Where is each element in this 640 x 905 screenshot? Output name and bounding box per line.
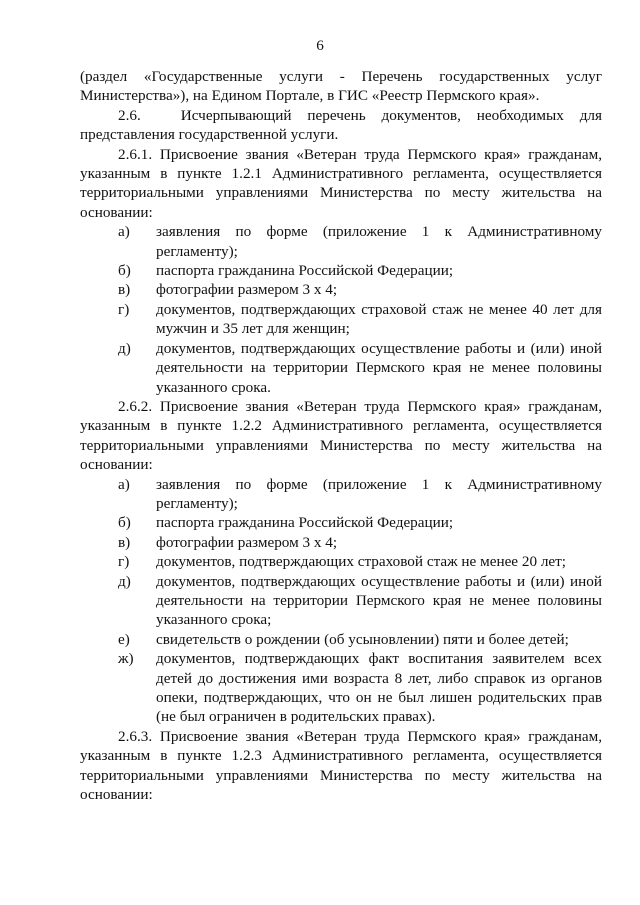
list-marker: в)	[118, 281, 131, 299]
list-item-text: документов, подтверждающих факт воспитания заявителем всех детей до достижения ими возраста 8 лет, либо справок из органов опеки, подтверждающих, что он не был лишен родительских прав (не был ограничен в родительских правах).	[156, 650, 602, 726]
list-item	[80, 572, 602, 630]
list-marker: б)	[118, 514, 131, 532]
list-marker: а)	[118, 223, 130, 241]
list-item-text: документов, подтверждающих страховой стаж не менее 40 лет для мужчин и 35 лет для женщин;	[156, 300, 602, 338]
list-item-text: паспорта гражданина Российской Федерации;	[156, 262, 454, 280]
list-item	[80, 630, 602, 649]
page-number: 6	[316, 37, 324, 54]
section-2-6-3-intro: 2.6.3. Присвоение звания «Ветеран труда Пермского края» гражданам, указанным в пункте 1.2.3 Административного регламента, осуществляется территориальными управлениями Министерства по месту жительства на основании:	[80, 727, 602, 804]
list-item	[80, 300, 602, 339]
list-item	[80, 475, 602, 514]
list-item-text: документов, подтверждающих осуществление работы и (или) иной деятельности на территории Пермского края не менее половины указанного срока;	[156, 572, 602, 629]
list-item-text: заявления по форме (приложение 1 к Административному регламенту);	[156, 223, 602, 260]
list-item	[80, 261, 602, 280]
document-body	[80, 67, 602, 804]
list-item	[80, 339, 602, 397]
list-marker: а)	[118, 475, 130, 493]
list-item	[80, 649, 602, 727]
list-item	[80, 552, 602, 571]
list-marker: г)	[118, 553, 130, 571]
section-number: 2.6.	[118, 106, 141, 124]
list-item-text: свидетельств о рождении (об усыновлении) пяти и более детей;	[156, 630, 569, 648]
list-marker: в)	[118, 533, 131, 551]
list-item-text: фотографии размером 3 x 4;	[156, 281, 338, 299]
list-item-text: паспорта гражданина Российской Федерации;	[156, 514, 454, 532]
list-item	[80, 533, 602, 552]
paragraph-continuation: (раздел «Государственные услуги - Перечень государственных услуг Министерства»), на Едином Портале, в ГИС «Реестр Пермского края».	[80, 68, 602, 105]
list-item	[80, 513, 602, 532]
list-marker: д)	[118, 572, 131, 590]
list-item-text: документов, подтверждающих страховой стаж не менее 20 лет;	[156, 553, 567, 571]
section-2-6-2-intro: 2.6.2. Присвоение звания «Ветеран труда Пермского края» гражданам, указанным в пункте 1.2.2 Административного регламента, осуществляется территориальными управлениями Министерства по месту жительства на основании:	[80, 397, 602, 474]
list-item-text: фотографии размером 3 x 4;	[156, 533, 338, 551]
list-marker: д)	[118, 339, 131, 357]
list-item-text: документов, подтверждающих осуществление работы и (или) иной деятельности на территории Пермского края не менее половины указанного срока.	[156, 339, 602, 396]
section-2-6	[80, 106, 602, 145]
list-marker: б)	[118, 262, 131, 280]
section-2-6-1-intro: 2.6.1. Присвоение звания «Ветеран труда Пермского края» гражданам, указанным в пункте 1.2.1 Административного регламента, осуществляется территориальными управлениями Министерства по месту жительства на основании:	[80, 145, 602, 221]
list-item	[80, 280, 602, 299]
list-marker: е)	[118, 630, 130, 648]
section-text: Исчерпывающий перечень документов, необходимых для представления государственной услуги.	[80, 106, 602, 144]
list-marker: ж)	[118, 650, 134, 668]
list-item-text: заявления по форме (приложение 1 к Административному регламенту);	[156, 475, 602, 512]
list-item	[80, 222, 602, 261]
list-marker: г)	[118, 300, 130, 318]
